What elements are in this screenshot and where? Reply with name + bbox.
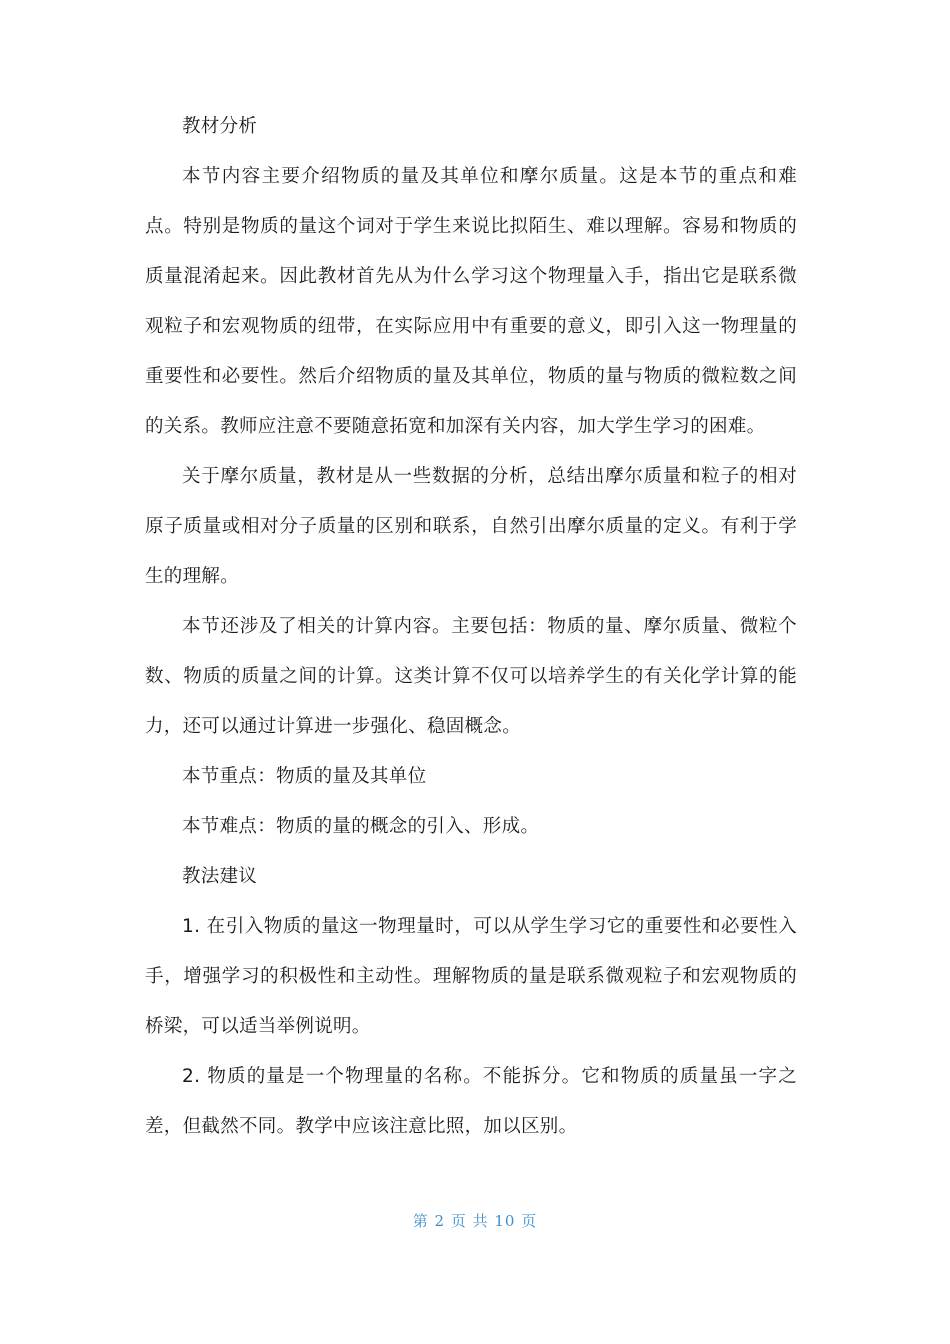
section-heading-textbook-analysis: 教材分析 — [182, 116, 258, 137]
suggestion-item-1: 1. 在引入物质的量这一物理量时，可以从学生学习它的重要性和必要性入手，增强学习的积极性和主动性。理解物质的量是联系微观粒子和宏观物质的桥梁，可以适当举例说明。 — [145, 916, 797, 1037]
key-point-line: 本节重点：物质的量及其单位 — [182, 766, 427, 787]
paragraph-content-overview: 本节内容主要介绍物质的量及其单位和摩尔质量。这是本节的重点和难点。特别是物质的量这个词对于学生来说比拟陌生、难以理解。容易和物质的质量混淆起来。因此教材首先从为什么学习这个物理量入手，指出它是联系微观粒子和宏观物质的纽带，在实际应用中有重要的意义，即引入这一物理量的重要性和必要性。然后介绍物质的量及其单位，物质的量与物质的微粒数之间的关系。教师应注意不要随意拓宽和加深有关内容，加大学生学习的困难。 — [145, 166, 797, 437]
document-body — [145, 102, 797, 1152]
paragraph-calculations: 本节还涉及了相关的计算内容。主要包括：物质的量、摩尔质量、微粒个数、物质的质量之间的计算。这类计算不仅可以培养学生的有关化学计算的能力，还可以通过计算进一步强化、稳固概念。 — [145, 616, 797, 737]
section-heading-teaching-suggestions: 教法建议 — [182, 866, 258, 887]
difficult-point-line: 本节难点：物质的量的概念的引入、形成。 — [182, 816, 540, 837]
paragraph-molar-mass: 关于摩尔质量，教材是从一些数据的分析，总结出摩尔质量和粒子的相对原子质量或相对分子质量的区别和联系，自然引出摩尔质量的定义。有利于学生的理解。 — [145, 466, 797, 587]
page-number-footer: 第 2 页 共 10 页 — [412, 1212, 538, 1230]
suggestion-item-2: 2. 物质的量是一个物理量的名称。不能拆分。它和物质的质量虽一字之差，但截然不同。教学中应该注意比照，加以区别。 — [145, 1066, 797, 1137]
